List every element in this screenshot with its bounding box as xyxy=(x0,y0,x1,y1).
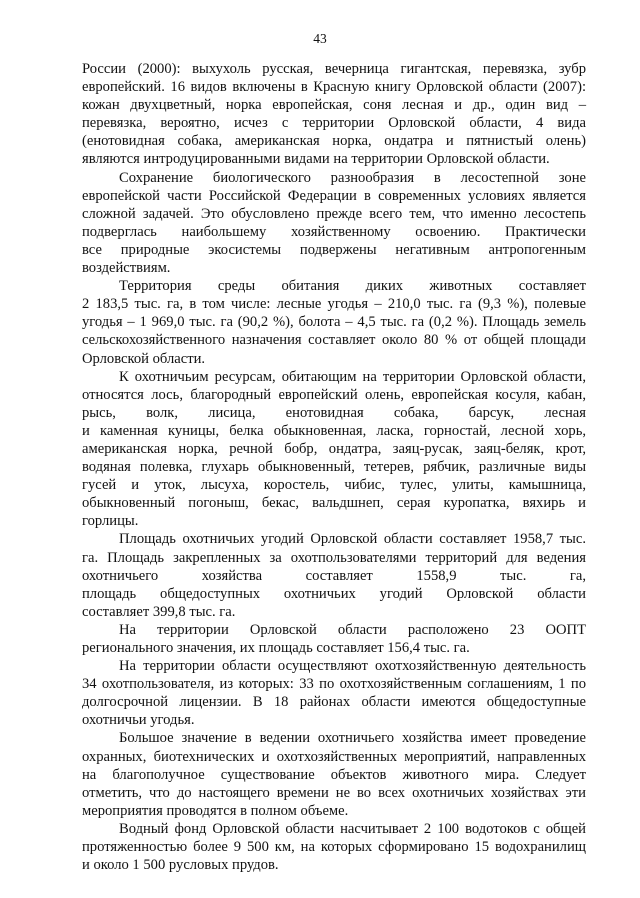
text-line: американская норка, речной бобр, ондатра, заяц-русак, заяц-беляк, крот, xyxy=(82,440,586,457)
text-line: и каменная куницы, белка обыкновенная, ласка, горностай, лесной хорь, xyxy=(82,422,586,439)
text-line: и около 1 500 русловых прудов. xyxy=(82,857,279,874)
text-line: водяная полевка, глухарь обыкновенный, тетерев, рябчик, различные виды xyxy=(82,459,586,476)
text-line: европейской части Российской Федерации в современных условиях является xyxy=(82,187,586,204)
text-line: охотничьего хозяйства составляет 1558,9 тыс. га, xyxy=(82,567,586,584)
text-line: сложной задачей. Это обусловлено прежде всего тем, что именно лесостепь xyxy=(82,205,586,222)
text-line: перевязка, вероятно, исчез с территории Орловской области, 4 вида xyxy=(82,115,586,132)
text-line: га. Площадь закрепленных за охотпользователями территорий для ведения xyxy=(82,549,586,566)
text-line: охотничьи угодья. xyxy=(82,712,195,729)
text-line: На территории Орловской области расположено 23 ООПТ xyxy=(119,621,586,638)
text-line: Сохранение биологического разнообразия в лесостепной зоне xyxy=(119,169,586,186)
text-line: протяженностью более 9 500 км, на которых сформировано 15 водохранилищ xyxy=(82,839,586,856)
text-line: 34 охотпользователя, из которых: 33 по охотхозяйственным соглашениям, 1 по xyxy=(82,676,586,693)
page-number: 43 xyxy=(313,31,327,46)
text-line: европейский. 16 видов включены в Красную книгу Орловской области (2007): xyxy=(82,79,586,96)
text-line: горлицы. xyxy=(82,513,139,530)
text-line: Водный фонд Орловской области насчитывает 2 100 водотоков с общей xyxy=(119,820,586,837)
text-line: мероприятия проводятся в полном объеме. xyxy=(82,802,349,819)
text-line: рысь, волк, лисица, енотовидная собака, барсук, лесная xyxy=(82,404,586,421)
text-line: кожан двухцветный, норка европейская, соня лесная и др., один вид – xyxy=(82,97,586,114)
text-line: долгосрочной лицензии. В 18 районах области имеются общедоступные xyxy=(82,694,586,711)
text-line: К охотничьим ресурсам, обитающим на территории Орловской области, xyxy=(119,368,586,385)
text-line: Площадь охотничьих угодий Орловской области составляет 1958,7 тыс. xyxy=(119,531,586,548)
text-line: На территории области осуществляют охотхозяйственную деятельность xyxy=(119,658,586,675)
text-line: воздействиям. xyxy=(82,260,171,277)
body-text xyxy=(82,60,586,874)
text-line: охранных, биотехнических и охотхозяйственных мероприятий, направленных xyxy=(82,748,586,765)
text-line: составляет 399,8 тыс. га. xyxy=(82,603,236,620)
text-line: регионального значения, их площадь составляет 156,4 тыс. га. xyxy=(82,640,470,656)
text-line: подверглась наибольшему хозяйственному освоению. Практически xyxy=(82,223,586,240)
text-line: относятся лось, благородный европейский олень, европейская косуля, кабан, xyxy=(82,386,586,403)
text-line: России (2000): выхухоль русская, вечерница гигантская, перевязка, зубр xyxy=(82,61,586,77)
text-line: сельскохозяйственного назначения составляет около 80 % от общей площади xyxy=(82,332,586,349)
text-line: Большое значение в ведении охотничьего хозяйства имеет проведение xyxy=(119,730,586,747)
text-line: гусей и уток, лысуха, коростель, чибис, тулес, улиты, камышница, xyxy=(82,477,586,494)
text-line: Орловской области. xyxy=(82,350,206,367)
text-line: 2 183,5 тыс. га, в том числе: лесные угодья – 210,0 тыс. га (9,3 %), полевые xyxy=(82,296,586,313)
text-line: площадь общедоступных охотничьих угодий Орловской области xyxy=(82,585,586,602)
text-line: угодья – 1 969,0 тыс. га (90,2 %), болота – 4,5 тыс. га (0,2 %). Площадь земель xyxy=(82,314,586,331)
text-line: обыкновенный погоныш, бекас, вальдшнеп, серая куропатка, вяхирь и xyxy=(82,495,586,512)
text-line: (енотовидная собака, американская норка, ондатра и пятнистый олень) xyxy=(82,133,586,150)
text-line: являются интродуцированными видами на территории Орловской области. xyxy=(82,151,550,168)
text-line: на благополучное существование объектов животного мира. Следует xyxy=(82,766,586,783)
text-line: все природные экосистемы подвержены негативным антропогенным xyxy=(82,241,586,258)
text-line: отметить, что до настоящего времени не во всех охотничьих хозяйствах эти xyxy=(82,784,586,801)
text-line: Территория среды обитания диких животных составляет xyxy=(119,278,586,295)
